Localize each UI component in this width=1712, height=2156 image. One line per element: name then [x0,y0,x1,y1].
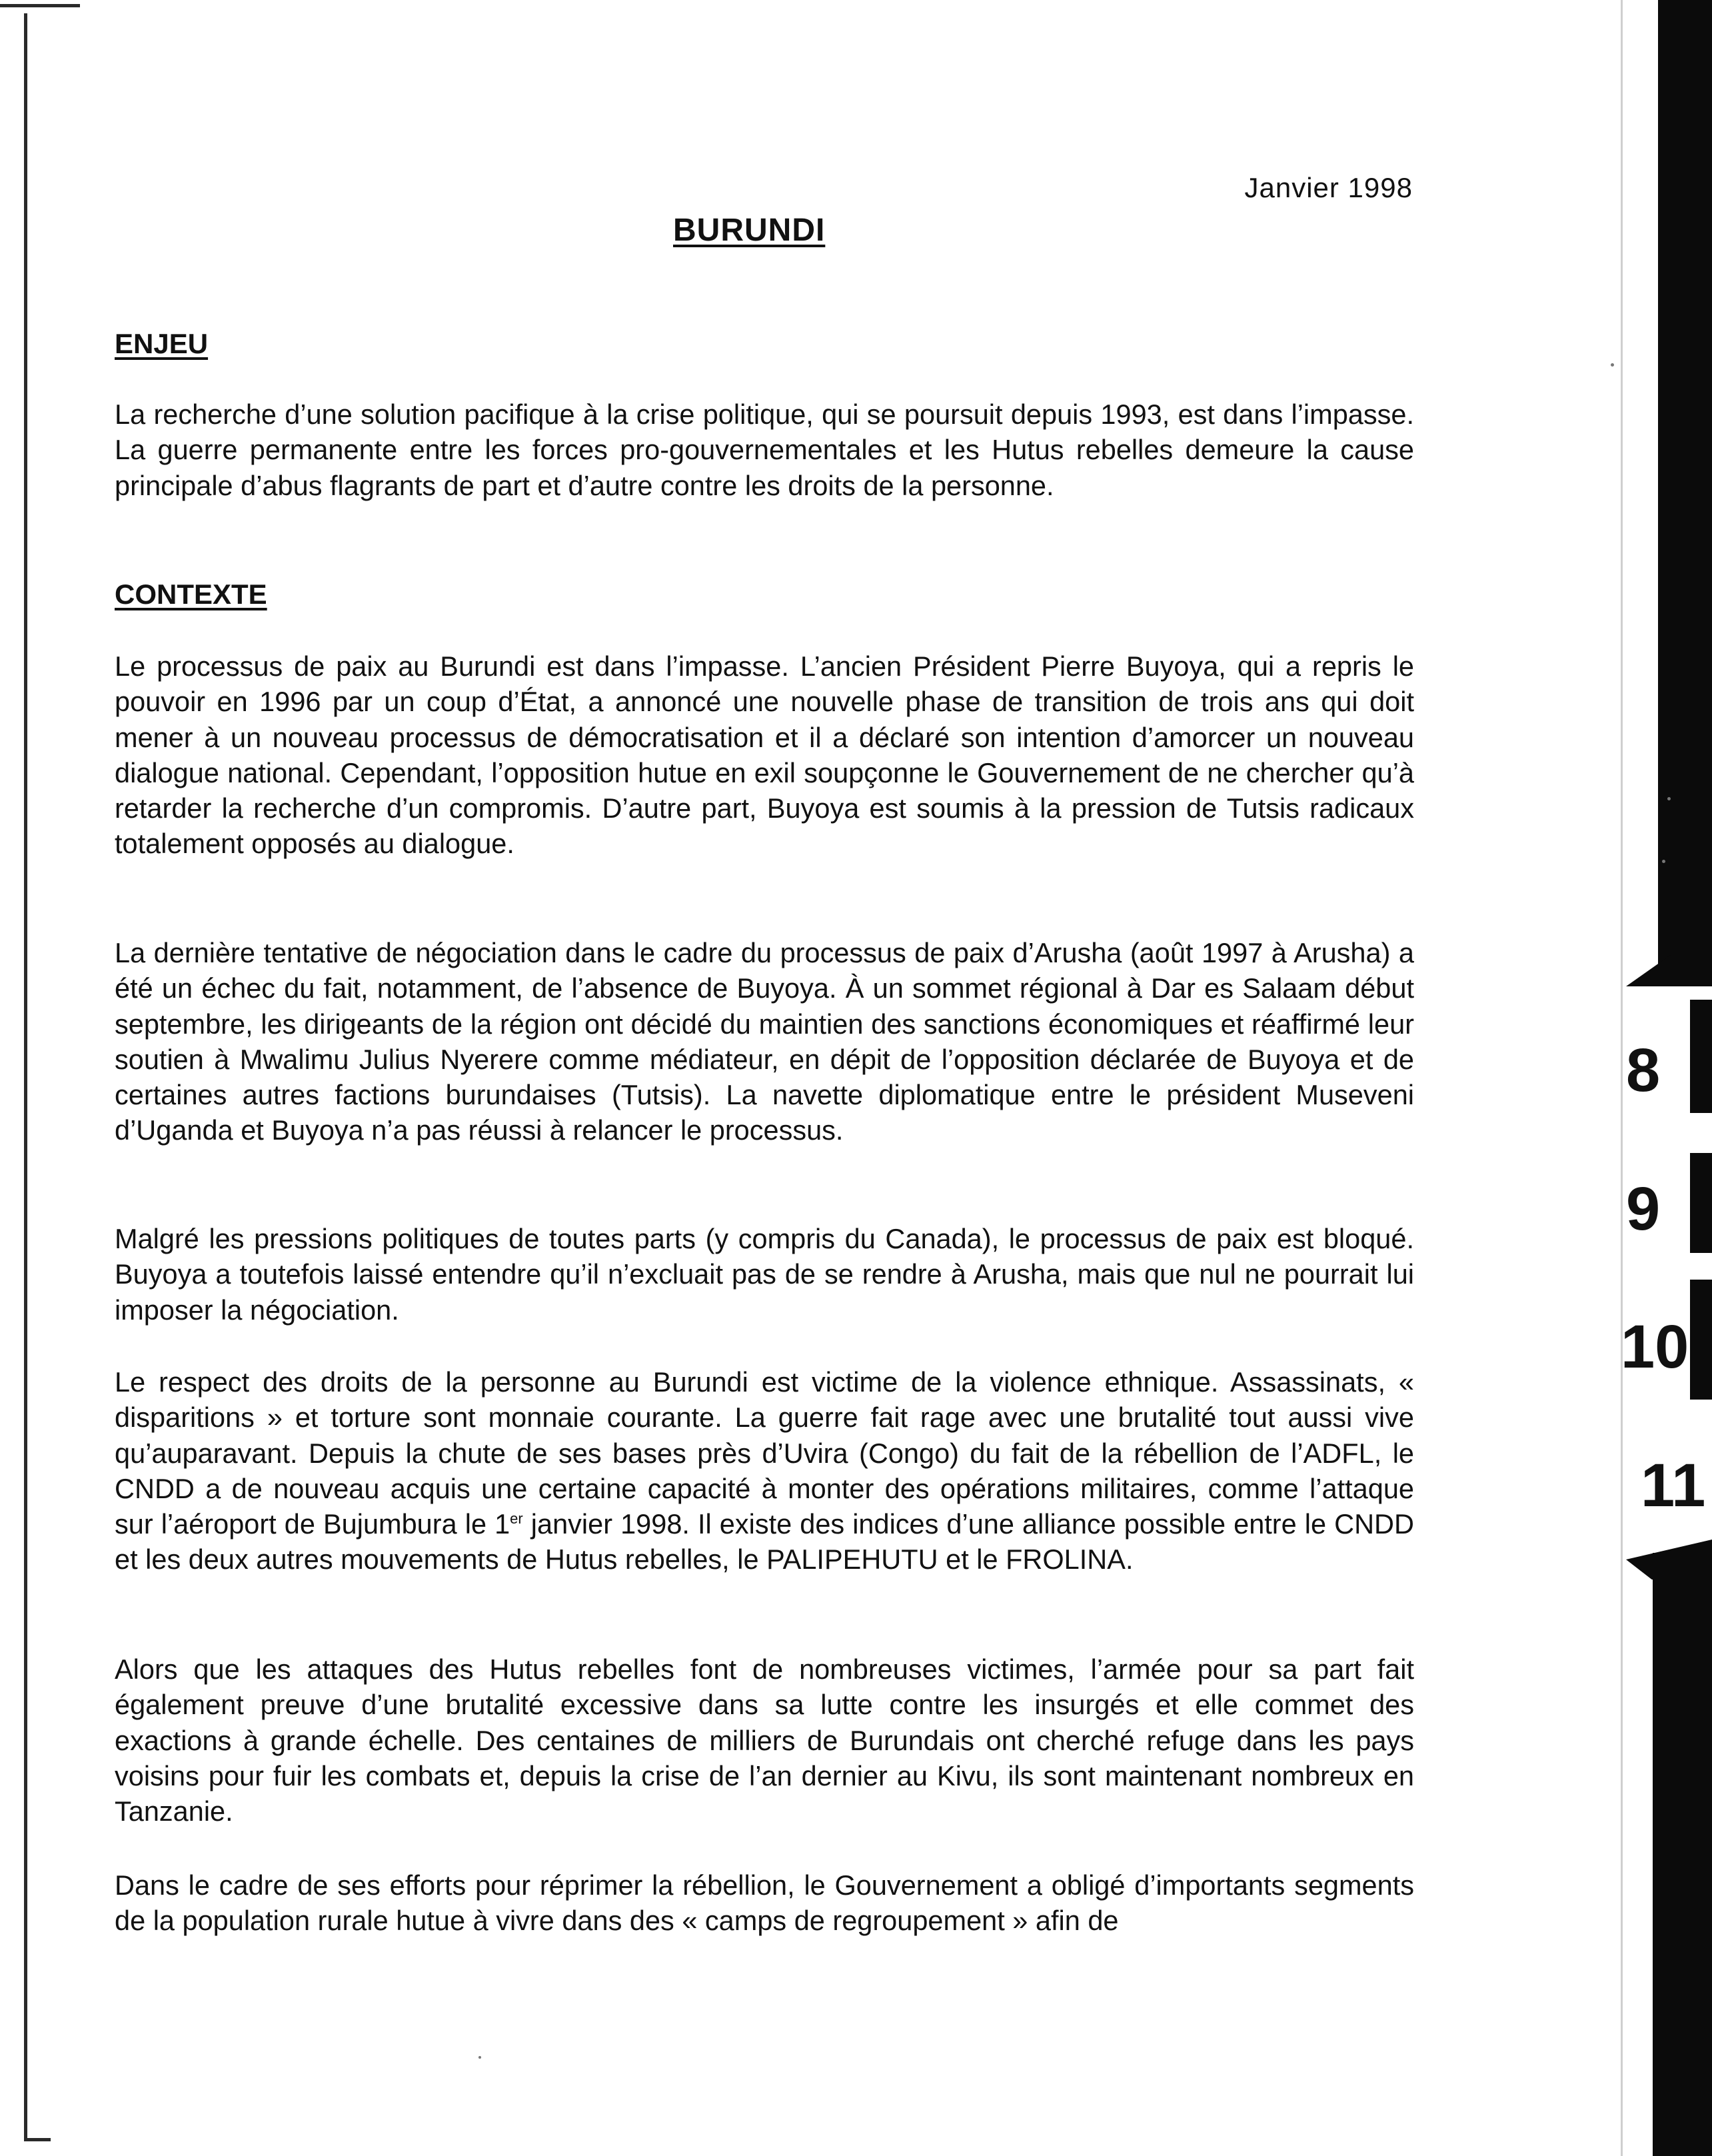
scan-edge-bottom-mark [24,2138,51,2141]
section-heading-contexte: CONTEXTE [115,578,267,610]
paragraph-contexte-5: Alors que les attaques des Hutus rebelles font de nombreuses victimes, l’armée pour sa part fait également preuve d’une brutalité excessive dans sa lutte contre les insurgés et elle commet des exactions à grande échelle. Des centaines de milliers de Burundais ont cherché refuge dans les pays voisins pour fuir les combats et, depuis la crise de l’an dernier au Kivu, ils sont maintenant nombreux en Tanzanie. [115,1653,1414,1827]
paragraph-contexte-4-text: Le respect des droits de la personne au Burundi est victime de la violence ethnique. Assassinats, « disparitions » et torture sont monnaie courante. La guerre fait rage avec une brutalité tout aussi vive qu’auparavant. Depuis la chute de ses bases près d’Uvira (Congo) du fait de la rébellion de l’ADFL, le CNDD a de nouveau acquis une certaine capacité à monter des opérations militaires, comme l’attaque sur l’aéroport de Bujumbura le 1 [115,1366,1414,1540]
scan-speck [1667,797,1671,800]
document-date: Janvier 1998 [1244,172,1413,203]
document-title: BURUNDI [673,213,826,248]
paragraph-contexte-4 [115,1364,1414,1578]
superscript-er: er [510,1510,523,1528]
binder-tab-notch-9 [1690,1153,1712,1253]
paragraph-contexte-1: Le processus de paix au Burundi est dans l’impasse. L’ancien Président Pierre Buyoya, qui a repris le pouvoir en 1996 par un coup d’État, a annoncé une nouvelle phase de transition de trois ans qui doit mener à un nouveau processus de démocratisation et il a déclaré son intention d’amorcer un nouveau dialogue national. Cependant, l’opposition hutue en exil soupçonne le Gouvernement de ne chercher qu’à retarder la recherche d’un compromis. D’autre part, Buyoya est soumis à la pression de Tutsis radicaux totalement opposés au dialogue. [115,650,1414,860]
scan-edge-top-mark [0,4,80,7]
binder-tab-strip-top [1658,0,1712,980]
binder-tab-11: 11 [1641,1452,1706,1520]
binder-tab-8: 8 [1626,1036,1661,1104]
scan-speck [1611,363,1614,367]
binder-tab-9: 9 [1626,1175,1661,1243]
scan-speck [478,2056,481,2059]
paragraph-contexte-2: La dernière tentative de négociation dans le cadre du processus de paix d’Arusha (août 1997 à Arusha) a été un échec du fait, notamment, de l’absence de Buyoya. À un sommet régional à Dar es Salaam début septembre, les dirigeants de la région ont décidé du maintien des sanctions économiques et réaffirmé leur soutien à Mwalimu Julius Nyerere comme médiateur, en dépit de l’opposition déclarée de Buyoya et de certaines autres factions burundaises (Tutsis). La navette diplomatique entre le président Museveni d’Uganda et Buyoya n’a pas réussi à relancer le processus. [115,937,1414,1146]
paragraph-contexte-6: Dans le cadre de ses efforts pour réprimer la rébellion, le Gouvernement a obligé d’importants segments de la population rurale hutue à vivre dans des « camps de regroupement » afin de [115,1869,1414,1937]
binder-tab-notch-8 [1690,1000,1712,1113]
binder-tab-10: 10 [1621,1313,1689,1381]
scan-edge-left [24,13,27,2139]
paragraph-contexte-4-text-end: janvier 1998. Il existe des indices d’une alliance possible entre le CNDD et les deux autres mouvements de Hutus rebelles, le PALIPEHUTU et le FROLINA. [115,1508,1414,1576]
paragraph-contexte-3: Malgré les pressions politiques de toutes parts (y compris du Canada), le processus de paix est bloqué. Buyoya a toutefois laissé entendre qu’il n’excluait pas de se rendre à Arusha, mais que nul ne pourrait lui imposer la négociation. [115,1223,1414,1326]
binder-tab-notch-10 [1690,1280,1712,1400]
binder-tab-strip-bottom [1653,1553,1712,2156]
binder-tab-strip-taper [1626,953,1712,986]
section-heading-enjeu: ENJEU [115,328,209,359]
page-edge-right [1621,0,1623,2156]
paragraph-enjeu: La recherche d’une solution pacifique à la crise politique, qui se poursuit depuis 1993, est dans l’impasse. La guerre permanente entre les forces pro-gouvernementales et les Hutus rebelles demeure la cause principale d’abus flagrants de part et d’autre contre les droits de la personne. [115,399,1414,501]
scan-speck [1662,860,1665,863]
